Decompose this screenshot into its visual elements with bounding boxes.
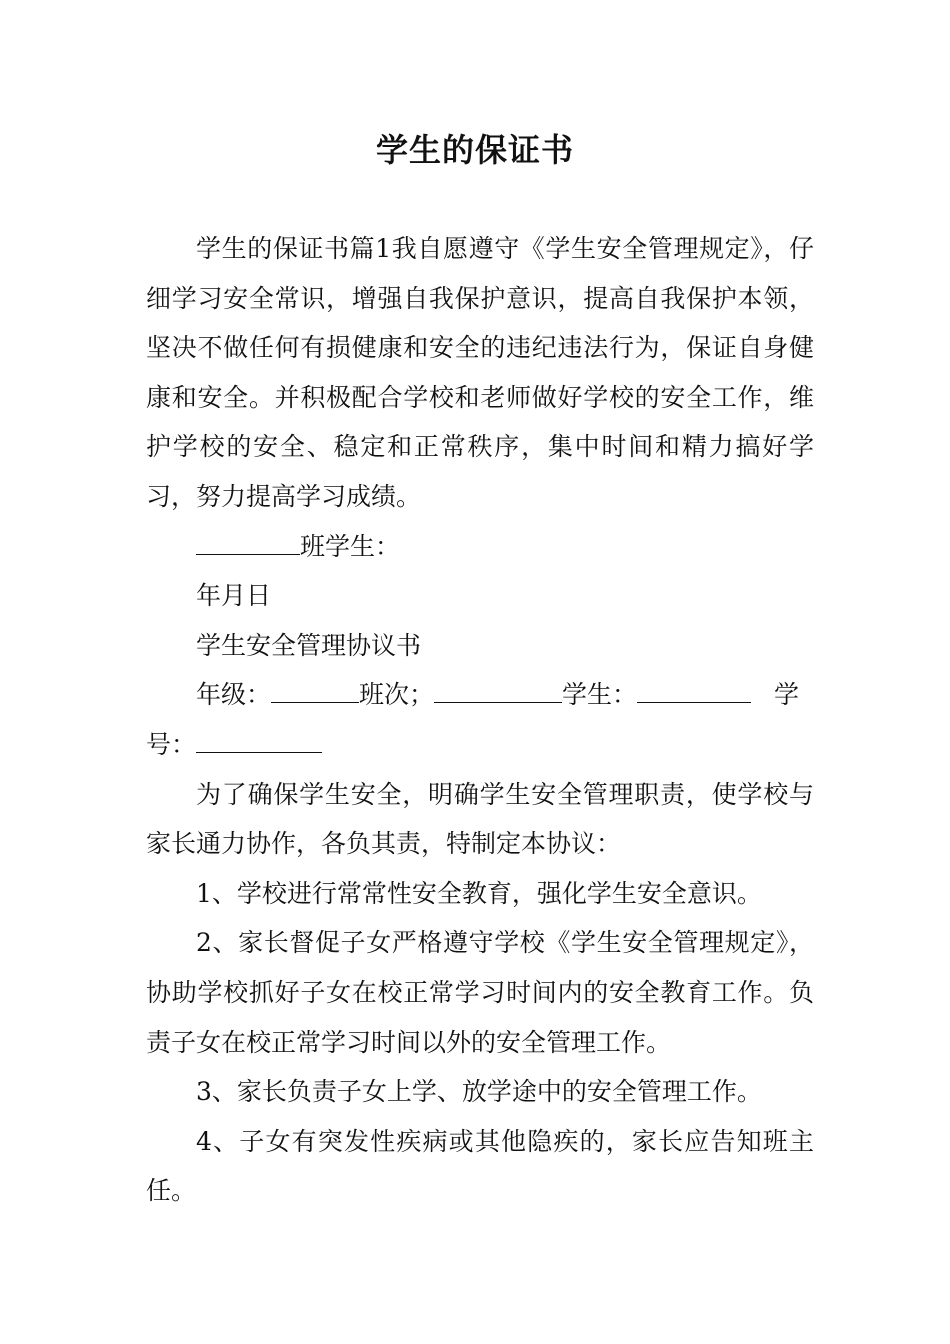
student-info-line-1 [146,670,814,720]
student-info-lines [146,670,814,720]
number-blank [196,722,322,753]
class-blank [196,524,300,555]
number-label-end: 号： [146,729,197,759]
grade-blank [271,672,359,703]
paragraph-intro: 为了确保学生安全，明确学生安全管理职责，使学校与家长通力协作，各负其责，特制定本协议： [146,779,814,859]
item-4: 4、子女有突发性疾病或其他隐疾的，家长应告知班主任。 [146,1126,814,1206]
date-line: 年月日 [196,581,272,611]
class-no-blank [434,672,562,703]
document-title: 学生的保证书 [375,131,574,169]
paragraph-pledge: 学生的保证书篇1我自愿遵守《学生安全管理规定》，仔细学习安全常识，增强自我保护意识，提高自我保护本领，坚决不做任何有损健康和安全的违纪违法行为，保证自身健康和安全。并积极配合学校和老师做好学校的安全工作，维护学校的安全、稳定和正常秩序，集中时间和精力搞好学习，努力提高学习成绩。 [146,234,814,511]
agreement-title: 学生安全管理协议书 [196,630,422,660]
item-3: 3、家长负责子女上学、放学途中的安全管理工作。 [196,1077,762,1107]
number-label-start: 学 [774,680,800,710]
student-name-blank [637,672,751,703]
student-label: 学生： [562,680,638,710]
number-line [146,720,814,770]
item-1: 1、学校进行常常性安全教育，强化学生安全意识。 [196,878,762,908]
class-student-line [146,522,814,572]
item-2: 2、家长督促子女严格遵守学校《学生安全管理规定》，协助学校抓好子女在校正常学习时间内的安全教育工作。负责子女在校正常学习时间以外的安全管理工作。 [146,928,814,1057]
class-student-label: 班学生： [300,531,401,561]
grade-label: 年级： [196,680,272,710]
document-body [146,224,814,1216]
class-label: 班次； [359,680,435,710]
